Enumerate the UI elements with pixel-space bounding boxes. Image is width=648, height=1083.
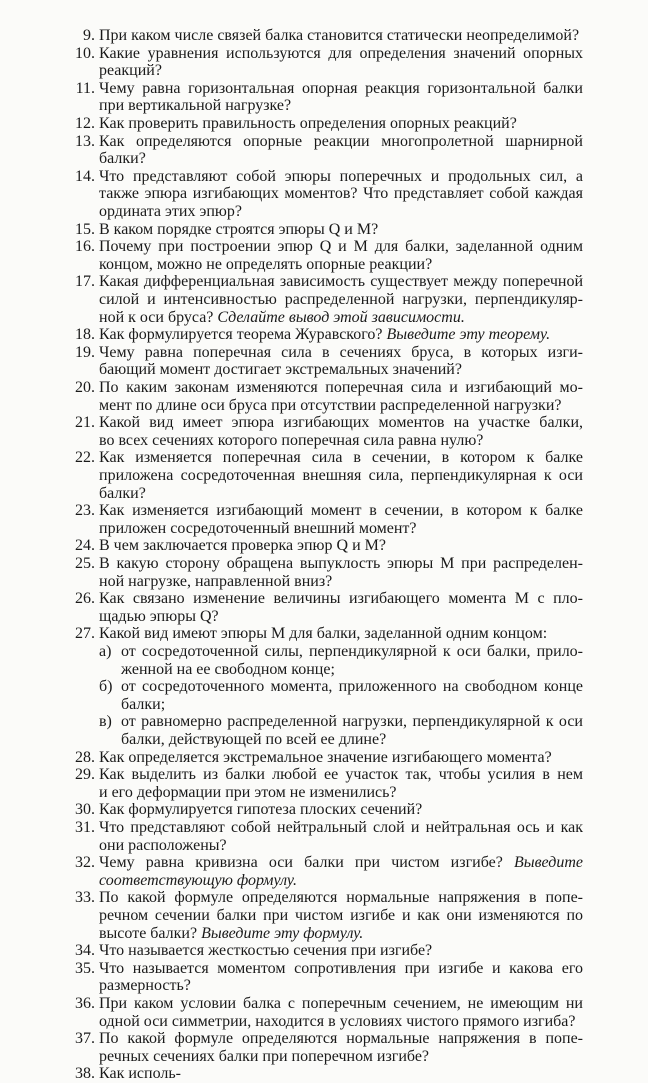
question-text: Чему равна поперечная сила в сечениях бруса, в которых изги- [99, 343, 583, 361]
question-text-line [99, 414, 583, 432]
question-text: бающий момент достигает экстремальных значений? [99, 361, 462, 379]
question-text: Что представляют собой эпюры поперечных и продольных сил, а [99, 167, 583, 185]
question-number: 32. [75, 854, 95, 872]
question-text-line [99, 326, 583, 344]
question-text-line [99, 432, 583, 450]
sub-item-text: балки, действующей по всей ее длине? [121, 730, 387, 748]
question-text-line [99, 819, 583, 837]
question-number: 13. [75, 132, 95, 150]
question-text: В какую сторону обращена выпуклость эпюры M при распределен- [99, 555, 583, 572]
question-number: 11. [75, 79, 95, 97]
sub-item-label: а) [99, 642, 112, 660]
question-text-line [99, 256, 583, 274]
question-text-line [99, 608, 583, 626]
question-text-line [99, 749, 583, 767]
question-text: Что представляют собой нейтральный слой и нейтральная ось и как [99, 819, 583, 836]
question-body [99, 80, 583, 115]
question-text: также эпюра изгибающих моментов? Что представляет собой каждая [99, 185, 583, 203]
italic-instruction: Выведите эту формулу. [201, 924, 364, 942]
question-text-line [99, 150, 583, 168]
question-text-line [99, 502, 583, 520]
question-text-line [99, 837, 583, 855]
question-number: 22. [75, 449, 95, 467]
question-text: Как формулируется теорема Журавского? [99, 326, 383, 344]
question-number: 12. [75, 115, 95, 132]
question-text-line [99, 379, 583, 397]
question-text: Почему при построении эпюр Q и M для балки, заделанной одним [99, 238, 583, 256]
question-text-line [99, 273, 583, 291]
question-text-line [99, 467, 583, 485]
question-number: 24. [75, 537, 95, 555]
question-number: 36. [75, 995, 95, 1012]
question-text: они расположены? [99, 836, 227, 854]
question-text: Чему равна горизонтальная опорная реакция горизонтальной балки [99, 79, 583, 97]
question-text-line [99, 62, 583, 80]
question-text-line [99, 397, 583, 415]
question-body [99, 326, 583, 344]
question-number: 38. [75, 1065, 95, 1083]
question-text: Какой вид имеют эпюры M для балки, заделанной одним концом: [99, 625, 548, 643]
question-text-line [99, 80, 583, 98]
question-text: Какая дифференциальная зависимость существует между поперечной [99, 273, 583, 291]
question-number: 10. [75, 44, 95, 62]
question-text-line [99, 238, 583, 256]
question-number: 28. [75, 748, 95, 766]
question-body [99, 449, 583, 502]
question-text: Как определяется экстремальное значение изгибающего момента? [99, 748, 552, 766]
question-text-line [99, 27, 583, 45]
question-text: Как исполь- [99, 1065, 181, 1083]
question-number: 14. [75, 167, 95, 185]
question-text-line [99, 221, 583, 239]
question-body [99, 537, 583, 555]
question-text: ной к оси бруса? [99, 308, 214, 326]
italic-instruction: Выведите [513, 854, 583, 872]
question-body [99, 995, 583, 1030]
question-number: 37. [75, 1030, 95, 1048]
question-text-line [99, 1065, 583, 1083]
question-text: при вертикальной нагрузке? [99, 97, 292, 115]
question-text-line [99, 766, 583, 784]
question-number: 35. [75, 959, 95, 977]
question-text-line [99, 872, 583, 890]
question-number: 20. [75, 379, 95, 396]
question-number: 19. [75, 343, 95, 361]
question-text: Как изменяется поперечная сила в сечении, в котором к балке [99, 449, 583, 467]
question-text-line [99, 203, 583, 221]
question-text-line [99, 537, 583, 555]
question-number: 15. [75, 220, 95, 238]
question-body [99, 555, 583, 590]
question-number: 33. [75, 889, 95, 907]
sub-item-b [99, 678, 583, 713]
question-number: 30. [75, 801, 95, 819]
question-text: размерность? [99, 977, 191, 995]
question-text: приложена сосредоточенная внешняя сила, перпендикулярная к оси [99, 466, 583, 484]
question-text-line [99, 573, 583, 591]
sub-item-text: от сосредоточенного момента, приложенного на свободном конце [121, 678, 583, 696]
question-text-line [99, 185, 583, 203]
question-body [99, 168, 583, 221]
question-text: Как выделить из балки любой ее участок так, чтобы усилия в нем [99, 766, 583, 784]
question-text-line [99, 133, 583, 151]
question-number: 34. [75, 942, 95, 960]
question-body [99, 1030, 583, 1065]
question-number: 16. [75, 238, 95, 256]
question-text-line [99, 907, 583, 925]
question-text: В каком порядке строятся эпюры Q и M? [99, 220, 379, 238]
question-text: речных сечениях балки при поперечном изгибе? [99, 1047, 430, 1065]
question-text-line [99, 555, 583, 573]
question-text-line [99, 925, 583, 943]
question-number: 25. [75, 555, 95, 572]
question-text-line [99, 361, 583, 379]
question-text: во всех сечениях которого поперечная сила равна нулю? [99, 431, 484, 449]
question-body [99, 133, 583, 168]
question-number: 18. [75, 326, 95, 344]
question-text: приложен сосредоточенный внешний момент? [99, 519, 417, 537]
question-text: Как определяются опорные реакции многопролетной шарнирной [99, 132, 583, 150]
question-text-line [99, 784, 583, 802]
question-body [99, 749, 583, 767]
question-body [99, 960, 583, 995]
sub-item-text: от равномерно распределенной нагрузки, перпендикулярной к оси [121, 713, 583, 731]
question-body [99, 273, 583, 326]
question-body [99, 115, 583, 133]
question-text: Как проверить правильность определения опорных реакций? [99, 115, 517, 132]
question-body [99, 854, 583, 889]
question-text-line [99, 960, 583, 978]
question-text-line [99, 942, 583, 960]
sub-item-text: от сосредоточенной силы, перпендикулярной к оси балки, прило- [121, 642, 583, 660]
question-text: Чему равна кривизна оси балки при чистом изгибе? [99, 854, 503, 872]
question-body [99, 1065, 583, 1083]
sub-item-text: балки; [121, 695, 166, 713]
question-text: высоте балки? [99, 924, 198, 942]
question-text: Какие уравнения используются для определения значений опорных [99, 44, 583, 62]
question-text: По какой формуле определяются нормальные напряжения в попе- [99, 889, 583, 907]
question-text-line [99, 115, 583, 133]
question-text: балки? [99, 150, 146, 168]
question-text-line [99, 977, 583, 995]
question-text: балки? [99, 484, 146, 502]
question-text: При каком условии балка с поперечным сечением, не имеющим ни [99, 995, 583, 1012]
question-text: При каком числе связей балка становится статически неопределимой? [99, 27, 580, 44]
question-text: Как изменяется изгибающий момент в сечении, в котором к балке [99, 502, 583, 520]
question-text-line [99, 625, 583, 643]
question-text: реакций? [99, 62, 162, 80]
italic-instruction: Выведите эту теорему. [386, 326, 551, 344]
sub-item-text: женной на ее свободном конце; [121, 660, 335, 678]
question-body [99, 414, 583, 449]
question-text: ной нагрузке, направленной вниз? [99, 572, 333, 590]
question-body [99, 625, 583, 748]
question-number: 9. [83, 27, 95, 44]
question-text-line [99, 45, 583, 63]
question-text: В чем заключается проверка эпюр Q и M? [99, 537, 386, 555]
question-number: 26. [75, 590, 95, 608]
question-text: мент по длине оси бруса при отсутствии распределенной нагрузки? [99, 396, 562, 414]
question-text-line [99, 1013, 583, 1031]
question-number: 17. [75, 273, 95, 291]
question-body [99, 590, 583, 625]
question-text: речном сечении балки при чистом изгибе и как они изменяются по [99, 906, 583, 924]
question-text-line [99, 889, 583, 907]
question-text-line [99, 854, 583, 872]
question-body [99, 238, 583, 273]
question-number: 31. [75, 819, 95, 836]
question-text-line [99, 995, 583, 1013]
question-text: По какой формуле определяются нормальные напряжения в попе- [99, 1030, 583, 1048]
question-text-line [99, 168, 583, 186]
question-text: Какой вид имеет эпюра изгибающих моментов на участке балки, [99, 414, 583, 432]
question-text: Что называется моментом сопротивления при изгибе и какова его [99, 959, 583, 977]
question-body [99, 502, 583, 537]
question-body [99, 889, 583, 942]
question-number: 23. [75, 502, 95, 520]
question-body [99, 819, 583, 854]
question-text: одной оси симметрии, находится в условиях чистого прямого изгиба? [99, 1012, 576, 1030]
question-number: 29. [75, 766, 95, 784]
italic-instruction: соответствующую формулу. [99, 871, 297, 889]
question-text: Что называется жесткостью сечения при изгибе? [99, 942, 433, 960]
question-body [99, 942, 583, 960]
question-body [99, 766, 583, 801]
sub-item-label: в) [99, 713, 112, 731]
question-body [99, 45, 583, 80]
question-text-line [99, 449, 583, 467]
question-text: щадью эпюры Q? [99, 607, 219, 625]
question-text-line [99, 309, 583, 327]
question-text-line [99, 485, 583, 503]
question-text-line [99, 97, 583, 115]
italic-instruction: Сделайте вывод этой зависимости. [217, 308, 465, 326]
question-text-line [99, 1030, 583, 1048]
question-text-line [99, 1048, 583, 1066]
question-body [99, 344, 583, 379]
sub-item-label: б) [99, 678, 113, 696]
question-text: По каким законам изменяются поперечная сила и изгибающий мо- [99, 379, 583, 396]
question-text-line [99, 344, 583, 362]
question-text-line [99, 291, 583, 309]
question-text-line [99, 801, 583, 819]
question-text: Как формулируется гипотеза плоских сечений? [99, 801, 423, 819]
question-text-line [99, 590, 583, 608]
question-body [99, 801, 583, 819]
question-text: концом, можно не определять опорные реакции? [99, 255, 433, 273]
question-text: Как связано изменение величины изгибающего момента M с пло- [99, 590, 583, 608]
question-text-line [99, 520, 583, 538]
sub-item-a [99, 643, 583, 678]
question-body [99, 27, 583, 45]
question-body [99, 379, 583, 414]
sub-item-c [99, 713, 583, 748]
question-number: 21. [75, 414, 95, 432]
question-text: силой и интенсивностью распределенной нагрузки, перпендикуляр- [99, 290, 583, 308]
question-body [99, 221, 583, 239]
question-text: и его деформации при этом не изменились? [99, 783, 397, 801]
question-number: 27. [75, 625, 95, 643]
question-text: ордината этих эпюр? [99, 202, 242, 220]
